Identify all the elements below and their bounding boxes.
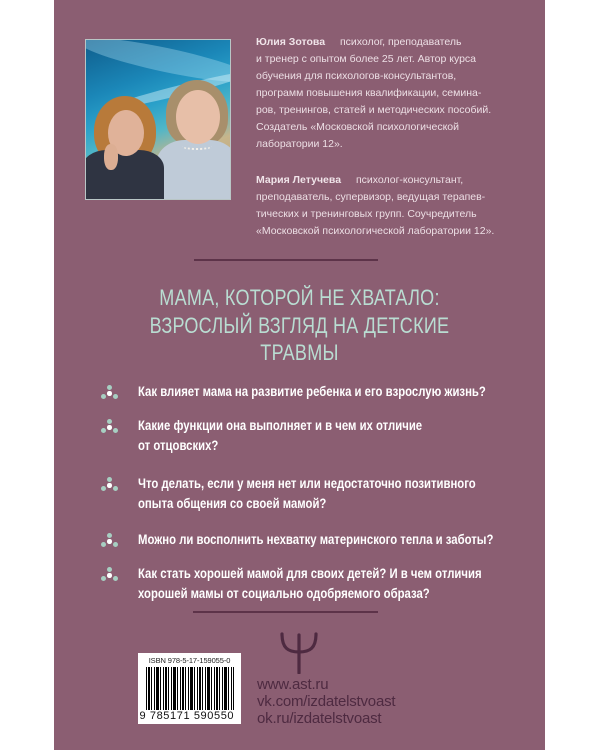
bio-line: преподаватель, супервизор, ведущая терапев- — [256, 191, 486, 203]
three-dot-bullet-icon — [100, 477, 118, 493]
bio-line: тических и тренинговых групп. Соучредитель — [256, 208, 477, 220]
bio-line: Мария Летучева психолог-консультант, — [256, 174, 464, 186]
divider-line — [193, 611, 378, 613]
author-name: Юлия Зотова — [256, 36, 326, 48]
title-line: ТРАВМЫ — [260, 340, 339, 365]
publisher-url-ok[interactable]: ok.ru/izdatelstvoast — [257, 710, 382, 727]
three-dot-bullet-icon — [100, 419, 118, 435]
title-line: ВЗРОСЛЫЙ ВЗГЛЯД НА ДЕТСКИЕ — [149, 312, 450, 338]
bio-line: Юлия Зотова психолог, преподаватель — [256, 36, 462, 48]
publisher-url-vk[interactable]: vk.com/izdatelstvoast — [257, 693, 396, 710]
photo-person-1-body — [85, 150, 164, 200]
question-text: Как стать хорошей мамой для своих детей? И в чем отличия хорошей мамы от социально одобряемого образа? — [138, 566, 482, 601]
publisher-links — [257, 676, 395, 727]
bio-line: ров, тренингов, статей и методических пособий. — [256, 104, 492, 116]
question-text: Что делать, если у меня нет или недостаточно позитивного опыта общения со своей мамой? — [138, 476, 476, 511]
publisher-url-website[interactable]: www.ast.ru — [257, 676, 329, 693]
three-dot-bullet-icon — [100, 533, 118, 549]
barcode-digits: 9 785171 590550 — [139, 710, 235, 722]
authors-photo — [85, 39, 231, 200]
psi-icon — [278, 632, 320, 674]
photo-person-2-face — [176, 90, 220, 144]
bio-line: лаборатории 12». — [256, 138, 343, 150]
author-name: Мария Летучева — [256, 174, 342, 186]
three-dot-bullet-icon — [100, 567, 118, 583]
photo-person-1-hand — [104, 144, 118, 170]
author-bio-letucheva — [256, 172, 516, 240]
bio-line: обучения для психологов-консультантов, — [256, 70, 457, 82]
isbn-barcode — [138, 653, 241, 724]
photo-necklace — [182, 143, 212, 150]
bio-line: «Московской психологической лаборатории 12». — [256, 225, 495, 237]
question-text: Какие функции она выполняет и в чем их отличие от отцовских? — [138, 418, 423, 453]
isbn-label: ISBN 978-5-17-159055-0 — [148, 656, 231, 665]
question-text: Можно ли восполнить нехватку материнского тепла и заботы? — [138, 532, 494, 547]
book-back-cover — [54, 0, 545, 750]
three-dot-bullet-icon — [100, 385, 118, 401]
divider-line — [194, 259, 378, 261]
book-title — [98, 284, 501, 367]
author-bio-zotova — [256, 34, 516, 153]
bio-line: и тренер с опытом более 25 лет. Автор курса — [256, 53, 477, 65]
question-text: Как влияет мама на развитие ребенка и его взрослую жизнь? — [138, 384, 486, 399]
barcode-bars — [146, 667, 234, 713]
title-line: МАМА, КОТОРОЙ НЕ ХВАТАЛО: — [159, 285, 440, 310]
bio-line: Создатель «Московской психологической — [256, 121, 460, 133]
bio-line: программ повышения квалификации, семина- — [256, 87, 482, 99]
